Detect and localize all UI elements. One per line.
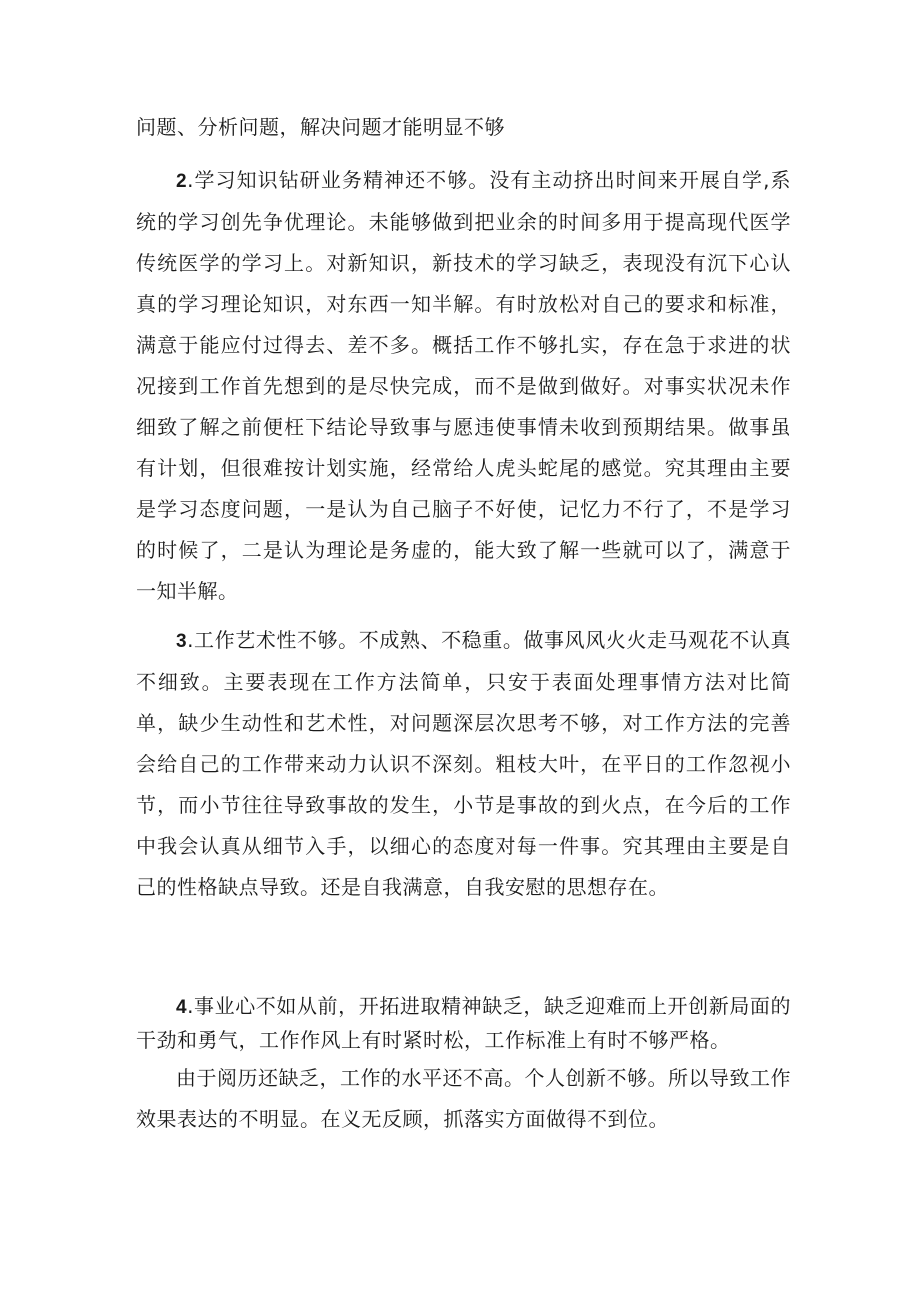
paragraph-item-2 — [136, 160, 791, 612]
paragraph-item-3 — [136, 620, 791, 908]
item-number: 4 — [176, 997, 188, 1018]
paragraph-text: 问题、分析问题，解决问题才能明显不够 — [136, 115, 505, 139]
item-number: 2 — [176, 171, 188, 192]
paragraph-continuation — [136, 107, 791, 148]
paragraph-text: .事业心不如从前，开拓进取精神缺乏，缺乏迎难而上开创新局面的干劲和勇气，工作作风上有时紧时松，工作标准上有时不够严格。 — [136, 994, 791, 1052]
paragraph-text: .工作艺术性不够。不成熟、不稳重。做事风风火火走马观花不认真不细致。主要表现在工作方法简单，只安于表面处理事情方法对比简单，缺少生动性和艺术性，对问题深层次思考不够，对工作方法的完善会给自己的工作带来动力认识不深刻。粗枝大叶，在平日的工作忽视小节，而小节往往导致事故的发生，小节是事故的到火点，在今后的工作中我会认真从细节入手，以细心的态度对每一件事。究其理由主要是自己的性格缺点导致。还是自我满意，自我安慰的思想存在。 — [136, 628, 791, 899]
paragraph-text: 由于阅历还缺乏，工作的水平还不高。个人创新不够。所以导致工作效果表达的不明显。在义无反顾，抓落实方面做得不到位。 — [136, 1066, 791, 1131]
paragraph-continuation-final — [136, 1058, 791, 1140]
paragraph-text: .学习知识钻研业务精神还不够。没有主动挤出时间来开展自学,系统的学习创先争优理论。未能够做到把业余的时间多用于提高现代医学传统医学的学习上。对新知识，新技术的学习缺乏，表现没有沉下心认真的学习理论知识，对东西一知半解。有时放松对自己的要求和标准，满意于能应付过得去、差不多。概括工作不够扎实，存在急于求进的状况接到工作首先想到的是尽快完成，而不是做到做好。对事实状况未作细致了解之前便枉下结论导致事与愿违使事情未收到预期结果。做事虽有计划，但很难按计划实施，经常给人虎头蛇尾的感觉。究其理由主要是学习态度问题，一是认为自己脑子不好使，记忆力不行了，不是学习的时候了，二是认为理论是务虚的，能大致了解一些就可以了，满意于一知半解。 — [136, 168, 791, 603]
item-number: 3 — [176, 631, 188, 652]
paragraph-item-4 — [136, 990, 791, 1057]
